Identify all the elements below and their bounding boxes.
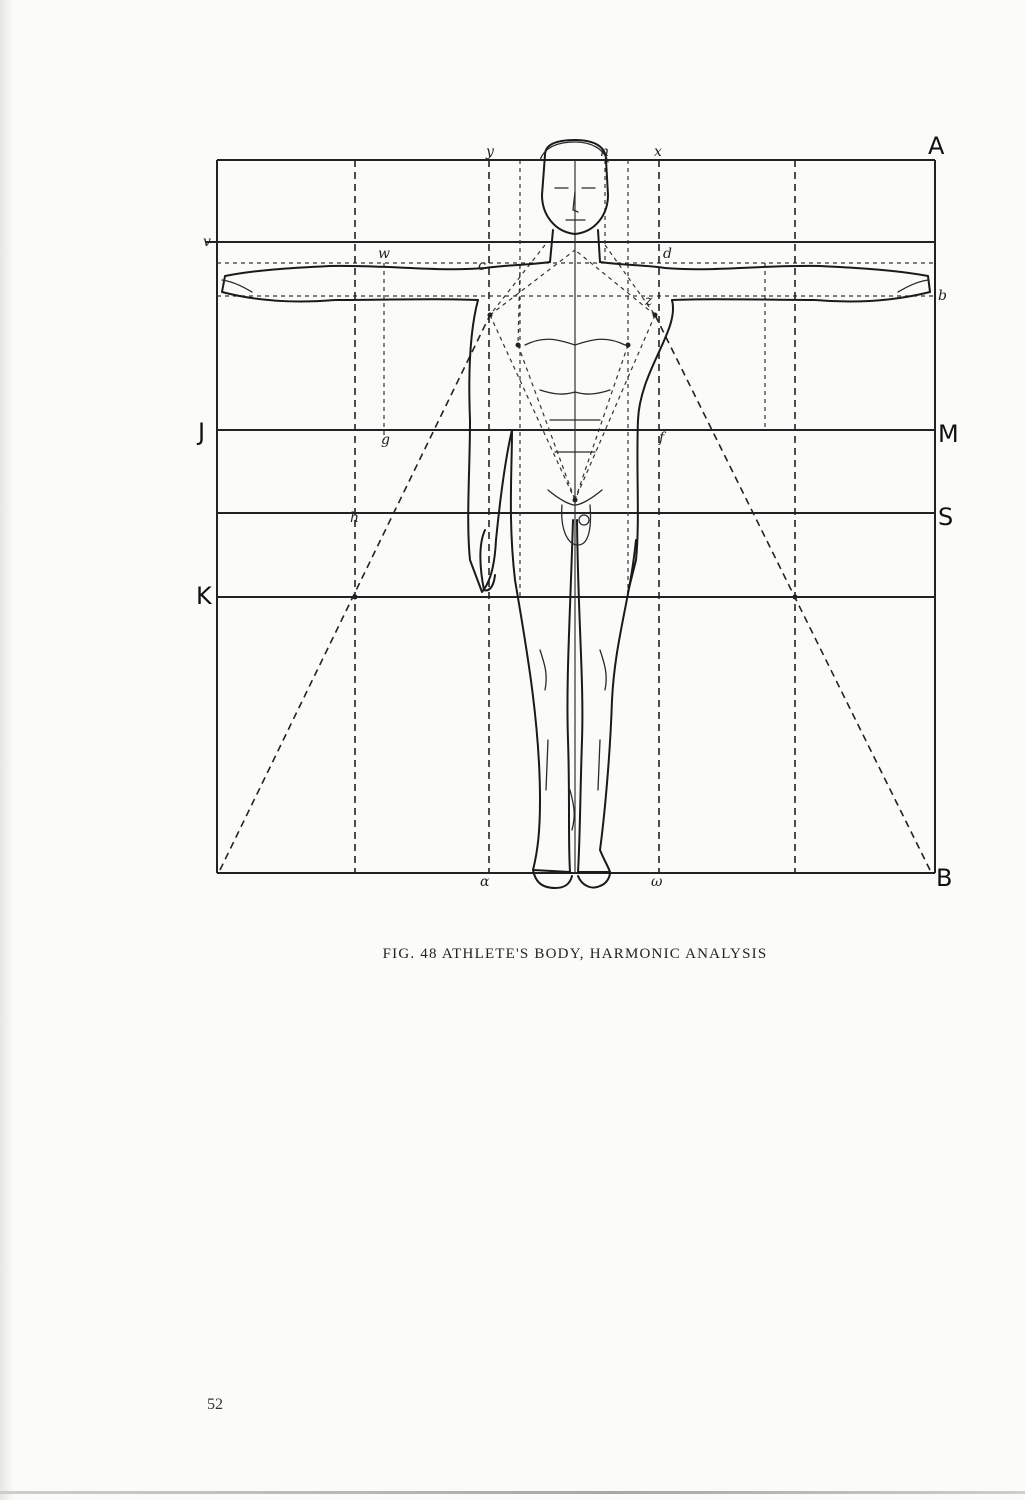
label-x: x xyxy=(654,144,662,160)
label-w: w xyxy=(378,246,390,262)
figure-caption: FIG. 48 ATHLETE'S BODY, HARMONIC ANALYSIS xyxy=(382,946,768,962)
page-number: 52 xyxy=(207,1396,223,1413)
label-S: S xyxy=(938,503,954,531)
label-v: v xyxy=(203,234,211,250)
label-alpha: α xyxy=(480,874,490,890)
label-z: z xyxy=(645,293,653,309)
label-g: g xyxy=(381,432,390,448)
label-K: K xyxy=(196,582,212,610)
label-h: h xyxy=(350,510,360,526)
label-c: c xyxy=(478,258,486,274)
horizontal-dashed-lines xyxy=(217,263,935,296)
label-b: b xyxy=(938,288,947,304)
label-B: B xyxy=(936,864,953,892)
label-d: d xyxy=(663,246,672,262)
label-J: J xyxy=(198,418,206,446)
label-A: A xyxy=(928,132,945,160)
label-y: y xyxy=(486,144,494,160)
label-omega: ω xyxy=(651,874,663,890)
label-n: n xyxy=(600,144,610,160)
label-f: f xyxy=(659,430,665,446)
label-M: M xyxy=(938,420,959,448)
